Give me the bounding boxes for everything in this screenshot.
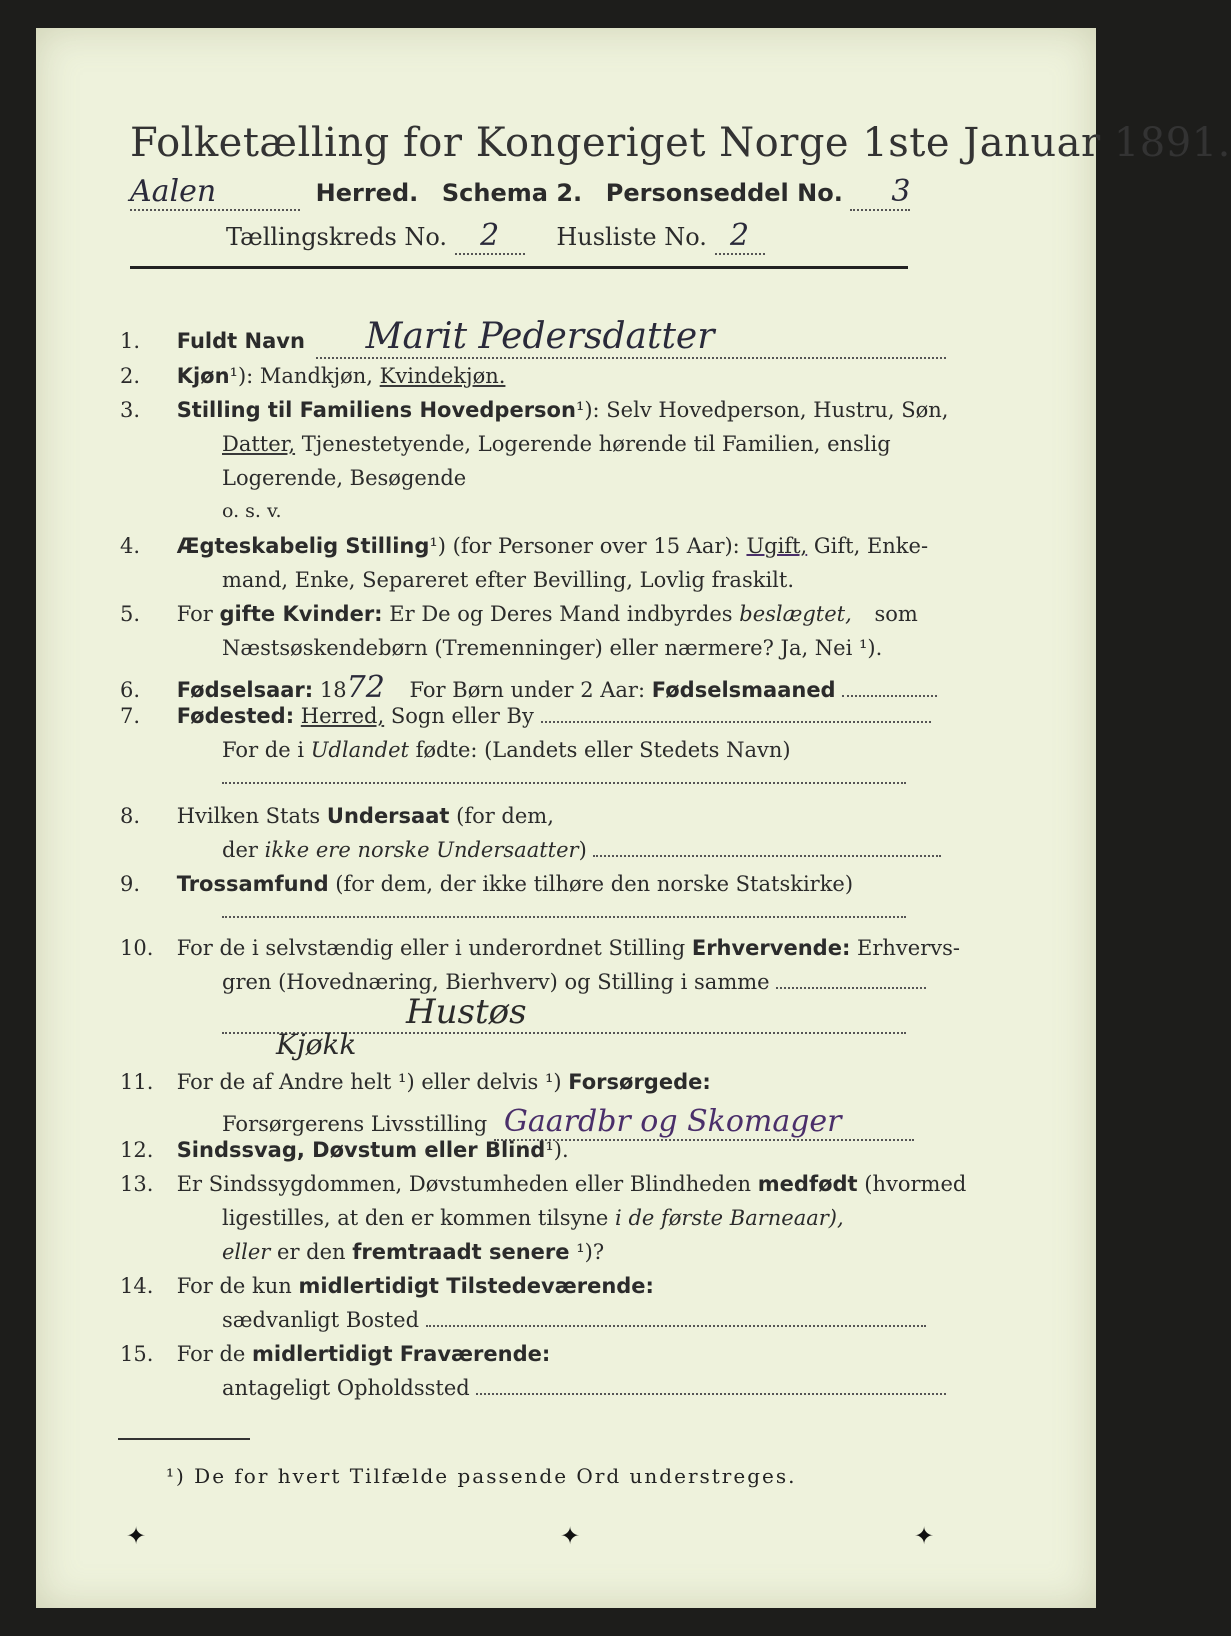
item-4-line-2: mand, Enke, Separeret efter Bevilling, Lovlig fraskilt. [222,568,795,592]
birth-year-value: 72 [346,670,385,705]
item-3 [120,398,948,422]
item-11-field [494,1104,914,1141]
item-14-text-a: For de kun [176,1274,292,1298]
item-9 [120,872,853,896]
item-6-label: Fødselsaar: [176,678,314,702]
item-7-selected: Herred, [300,704,385,728]
full-name-value: Marit Pedersdatter [365,316,715,357]
item-4 [120,534,928,558]
item-15-text-b: antageligt Opholdssted [222,1376,470,1400]
footnote: ¹) De for hvert Tilfælde passende Ord understreges. [166,1464,797,1488]
item-6 [120,670,937,705]
kreds-label: Tællingskreds No. [226,223,448,251]
item-3-text-a: ¹): Selv Hovedperson, Hustru, Søn, [575,398,949,422]
footnote-divider [118,1438,250,1440]
item-11-text-b: Forsørgerens Livsstilling [222,1112,488,1136]
item-3-line-2 [222,432,891,456]
item-13-text-g: ¹)? [576,1240,605,1264]
herred-field [130,174,300,211]
item-14-field [426,1325,926,1327]
item-7-label: Fødested: [176,704,295,728]
item-3-label: Stilling til Familiens Hovedperson [176,398,576,422]
item-7-text-d: Udlandet [310,738,409,762]
item-7-text-e: fødte: (Landets eller Stedets Navn) [415,738,791,762]
item-9-text: (for dem, der ikke tilhøre den norske Statskirke) [335,872,854,896]
item-6-century: 18 [319,678,347,702]
item-15-line-2 [222,1376,946,1400]
item-14-label: midlertidigt Tilstedeværende: [298,1274,654,1298]
husliste-value: 2 [729,218,750,253]
herred-value: Aalen [130,174,217,209]
item-7-line-2 [222,738,791,762]
item-9-blank-line [222,916,906,918]
item-11-text-a: For de af Andre helt ¹) eller delvis ¹) [176,1070,562,1094]
registration-mark-left-icon: ✦ [126,1522,147,1550]
item-5-label: gifte Kvinder: [219,602,383,626]
item-1 [120,316,946,359]
item-8-text-b: (for dem, [456,804,554,828]
item-13-line-2 [222,1206,844,1230]
item-12-label: Sindssvag, Døvstum eller Blind [176,1138,546,1162]
item-3-line-3: Logerende, Besøgende [222,466,467,490]
item-2-selected: Kvindekjøn. [379,364,506,388]
item-5-text-c: beslægtet, [739,602,852,626]
husliste-field [715,218,765,255]
item-13-line-3 [222,1240,604,1264]
item-8-field [593,855,941,857]
item-14-line-2 [222,1308,926,1332]
item-11 [120,1070,711,1094]
item-4-label: Ægteskabelig Stilling [176,534,430,558]
item-1-field [316,316,946,359]
item-11-number: 11. [120,1070,154,1094]
personseddel-value: 3 [891,174,911,209]
item-1-number: 1. [120,329,141,353]
item-10-number: 10. [120,936,154,960]
item-14-number: 14. [120,1274,154,1298]
personseddel-field [850,174,910,211]
item-5-text-d: som [874,602,918,626]
item-13-number: 13. [120,1172,154,1196]
item-15-label: midlertidigt Fraværende: [252,1342,551,1366]
item-6-label-b: Fødselsmaaned [651,678,836,702]
item-6-text-b: For Børn under 2 Aar: [409,678,646,702]
item-9-label: Trossamfund [176,872,329,896]
item-13-text-e: eller [222,1240,271,1264]
census-form [36,28,1231,1608]
registration-mark-center-icon: ✦ [560,1522,581,1550]
item-13-label-b: fremtraadt senere [352,1240,570,1264]
form-title: Folketælling for Kongeriget Norge 1ste Januar 1891. [130,120,1231,166]
item-2 [120,364,505,388]
item-14-text-b: sædvanligt Bosted [222,1308,420,1332]
herred-label: Herred. [315,179,419,207]
item-8-label: Undersaat [326,804,450,828]
item-7 [120,704,931,728]
item-1-label: Fuldt Navn [176,329,305,353]
item-12-number: 12. [120,1138,154,1162]
schema-label: Schema 2. [441,179,583,207]
item-7-blank-line [222,782,906,784]
item-5-number: 5. [120,602,141,626]
registration-mark-right-icon: ✦ [914,1522,935,1550]
item-2-number: 2. [120,364,141,388]
item-14 [120,1274,654,1298]
item-8 [120,804,554,828]
item-7-text-c: For de i [222,738,305,762]
item-10-label: Erhvervende: [691,936,851,960]
item-6-number: 6. [120,678,141,702]
item-8-text-d: ikke ere norske Undersaatter [264,838,579,862]
header-line-1 [130,174,910,211]
item-15-number: 15. [120,1342,154,1366]
kreds-value: 2 [480,218,500,253]
item-3-number: 3. [120,398,141,422]
husliste-label: Husliste No. [556,223,707,251]
item-12-text: ¹). [545,1138,569,1162]
item-9-number: 9. [120,872,141,896]
item-8-line-2 [222,838,941,862]
item-13-text-c: ligestilles, at den er kommen tilsyne [222,1206,609,1230]
item-13-text-b: (hvormed [864,1172,967,1196]
item-8-text-e: ) [578,838,587,862]
item-4-number: 4. [120,534,141,558]
item-13 [120,1172,966,1196]
personseddel-label: Personseddel No. [605,179,843,207]
item-12 [120,1138,569,1162]
item-7-field [541,721,931,723]
kreds-field [455,218,525,255]
item-2-label: Kjøn [176,364,230,388]
header-line-2 [226,218,765,255]
item-3-line-4: o. s. v. [222,500,282,522]
item-4-text-a: ¹) (for Personer over 15 Aar): [429,534,740,558]
item-7-number: 7. [120,704,141,728]
item-11-label: Forsørgede: [568,1070,711,1094]
item-13-label: medfødt [757,1172,858,1196]
item-13-text-d: i de første Barneaar), [615,1206,844,1230]
item-10-text-b: Erhvervs- [857,936,960,960]
item-5-line-2: Næstsøskendebørn (Tremenninger) eller nærmere? Ja, Nei ¹). [222,636,883,660]
item-2-options: ¹): Mandkjøn, [229,364,373,388]
item-15 [120,1342,550,1366]
item-10-line-2 [222,970,926,994]
item-8-text-c: der [222,838,258,862]
item-3-selected: Datter, [222,432,296,456]
item-10 [120,936,960,960]
item-13-text-f: er den [277,1240,346,1264]
header-divider [130,266,908,269]
item-10-text-a: For de i selvstændig eller i underordnet Stilling [176,936,686,960]
occupation-value: Hustøs [406,992,527,1032]
item-10-text-c: gren (Hovednæring, Bierhverv) og Stilling i samme [222,970,770,994]
item-10-field [776,987,926,989]
item-8-text-a: Hvilken Stats [176,804,321,828]
item-11-line-2 [222,1104,914,1141]
item-7-text-b: Sogn eller By [390,704,534,728]
item-4-text-c: Gift, Enke- [813,534,929,558]
item-5 [120,602,918,626]
item-5-text-b: Er De og Deres Mand indbyrdes [389,602,733,626]
item-4-selected: Ugift, [746,534,808,558]
item-5-text-a: For [176,602,213,626]
item-6-field [842,695,937,697]
item-15-text-a: For de [176,1342,246,1366]
item-13-text-a: Er Sindssygdommen, Døvstumheden eller Blindheden [176,1172,752,1196]
occupation-value-2: Kjøkk [276,1028,357,1061]
item-3-text-c: Tjenestetyende, Logerende hørende til Familien, enslig [301,432,891,456]
provider-occupation-value: Gaardbr og Skomager [503,1104,842,1139]
item-15-field [476,1393,946,1395]
item-8-number: 8. [120,804,141,828]
